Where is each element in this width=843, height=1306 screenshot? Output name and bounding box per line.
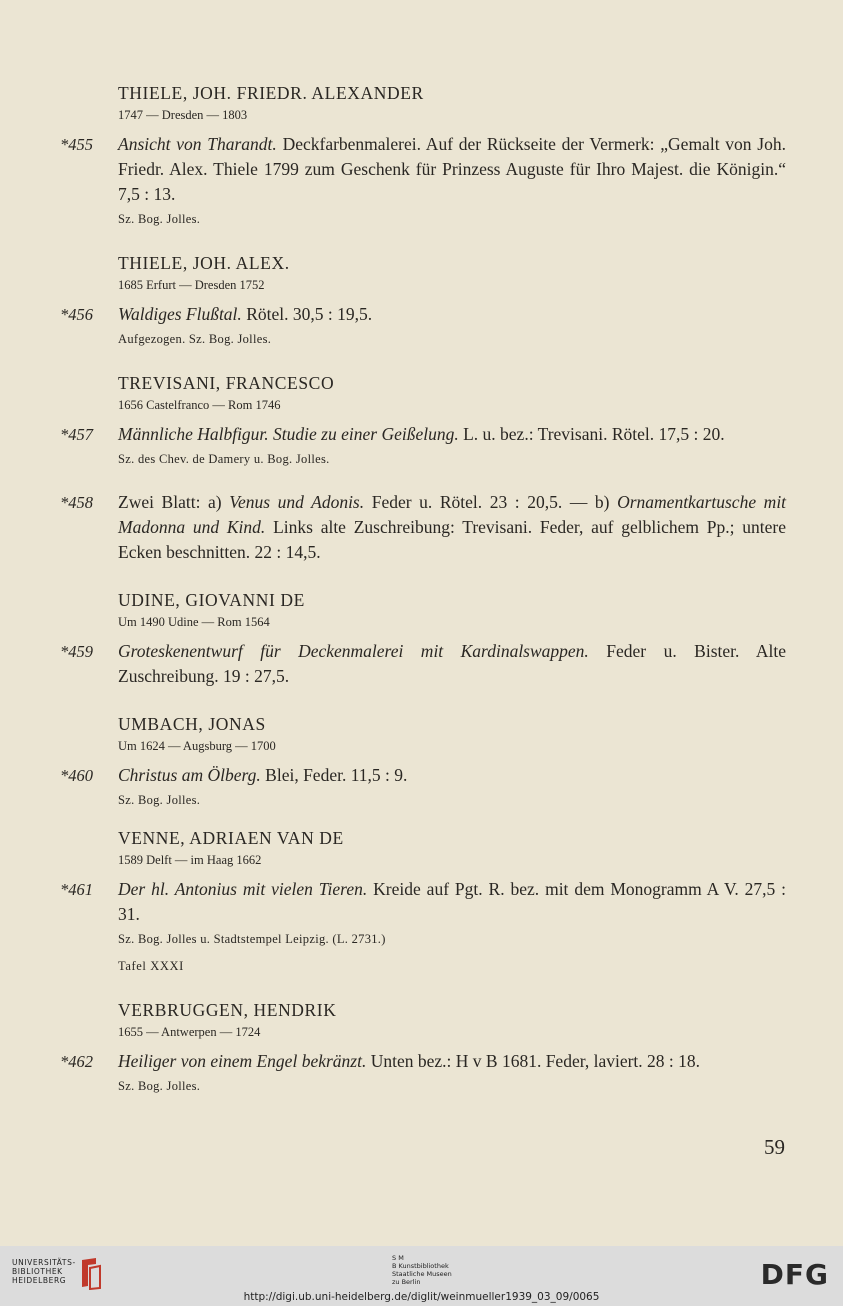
entry-description: Links alte Zuschreibung: Trevisani. Feder, auf gelblichem Pp.; untere Ecken beschnitten. 22 : 14,5. xyxy=(118,517,787,562)
entry-text xyxy=(118,639,786,689)
artist-name: VERBRUGGEN, HENDRIK xyxy=(118,1000,337,1020)
entry-text xyxy=(118,302,786,327)
entry-text xyxy=(118,1049,786,1074)
catalog-content xyxy=(60,82,786,1095)
entry-title: Christus am Ölberg. xyxy=(118,765,261,785)
logo-text: B Kunstbibliothek xyxy=(392,1262,449,1270)
entry-provenance: Sz. Bog. Jolles. xyxy=(118,1079,201,1093)
entry-title: Der hl. Antonius mit vielen Tieren. xyxy=(118,879,368,899)
entry-text xyxy=(118,763,786,788)
artist-header xyxy=(118,589,786,631)
entry-number: *459 xyxy=(60,642,93,661)
artist-header xyxy=(118,999,786,1041)
entry-provenance: Sz. des Chev. de Damery u. Bog. Jolles. xyxy=(118,452,330,466)
artist-name: THIELE, JOH. ALEX. xyxy=(118,253,290,273)
artist-dates: Um 1624 — Augsburg — 1700 xyxy=(118,739,276,753)
entry-description: L. u. bez.: Trevisani. Rötel. 17,5 : 20. xyxy=(463,424,725,444)
catalog-entry xyxy=(60,490,786,565)
entry-description: Feder u. Rötel. 23 : 20,5. — b) xyxy=(371,492,610,512)
entry-description: Deckfarbenmalerei. Auf der Rückseite der Vermerk: „Gemalt von Joh. Friedr. Alex. Thiele 1799 zum Geschenk für Prinzess Auguste für Ihro Majest. die Königin.“ 7,5 : 13. xyxy=(118,134,786,204)
artist-dates: 1655 — Antwerpen — 1724 xyxy=(118,1025,261,1039)
entry-provenance: Sz. Bog. Jolles. xyxy=(118,212,201,226)
entry-number: *461 xyxy=(60,880,93,899)
entry-title: Waldiges Flußtal. xyxy=(118,304,242,324)
entry-number: *455 xyxy=(60,135,93,154)
artist-dates: 1589 Delft — im Haag 1662 xyxy=(118,853,262,867)
entry-title: Venus und Adonis. xyxy=(229,492,365,512)
entry-title: Groteskenentwurf für Deckenmalerei mit Kardinalswappen. xyxy=(118,641,589,661)
entry-provenance: Sz. Bog. Jolles u. Stadtstempel Leipzig. (L. 2731.) xyxy=(118,932,386,946)
entry-title: Männliche Halbfigur. Studie zu einer Geißelung. xyxy=(118,424,459,444)
logo-text: S M xyxy=(392,1254,404,1262)
artist-name: VENNE, ADRIAEN VAN DE xyxy=(118,828,344,848)
entry-text xyxy=(118,422,786,447)
catalog-entry xyxy=(60,1049,786,1095)
artist-name: TREVISANI, FRANCESCO xyxy=(118,373,335,393)
entry-text xyxy=(118,490,786,565)
artist-name: UMBACH, JONAS xyxy=(118,714,266,734)
catalog-entry xyxy=(60,422,786,468)
entry-title: Ansicht von Tharandt. xyxy=(118,134,277,154)
entry-title: Heiliger von einem Engel bekränzt. xyxy=(118,1051,367,1071)
entry-number: *458 xyxy=(60,493,93,512)
entry-number: *460 xyxy=(60,766,93,785)
logo-text: Staatliche Museen xyxy=(392,1270,452,1278)
artist-dates: 1685 Erfurt — Dresden 1752 xyxy=(118,278,265,292)
artist-header xyxy=(118,372,786,414)
artist-name: UDINE, GIOVANNI DE xyxy=(118,590,305,610)
entry-text xyxy=(118,877,786,927)
kunstbibliothek-logo[interactable] xyxy=(392,1254,452,1286)
library-emblem-icon xyxy=(78,1256,104,1290)
entry-title-secondary: Ornamentkartusche mit Madonna und Kind. xyxy=(118,492,787,537)
dfg-logo[interactable]: DFG xyxy=(760,1258,829,1291)
entry-description: Rötel. 30,5 : 19,5. xyxy=(246,304,373,324)
catalog-entry xyxy=(60,877,786,975)
artist-dates: 1656 Castelfranco — Rom 1746 xyxy=(118,398,281,412)
logo-text: HEIDELBERG xyxy=(12,1276,67,1285)
artist-name: THIELE, JOH. FRIEDR. ALEXANDER xyxy=(118,83,424,103)
entry-description: Kreide auf Pgt. R. bez. mit dem Monogramm A V. 27,5 : 31. xyxy=(118,879,786,924)
artist-header xyxy=(118,713,786,755)
entry-text xyxy=(118,132,786,207)
page-number: 59 xyxy=(764,1135,785,1159)
artist-dates: Um 1490 Udine — Rom 1564 xyxy=(118,615,270,629)
plate-reference: Tafel XXXI xyxy=(118,959,184,973)
artist-header xyxy=(118,827,786,869)
entry-description: Feder u. Bister. Alte Zuschreibung. 19 : 27,5. xyxy=(118,641,786,686)
entry-provenance: Sz. Bog. Jolles. xyxy=(118,793,201,807)
logo-text: zu Berlin xyxy=(392,1278,421,1286)
entry-number: *457 xyxy=(60,425,93,444)
logo-text: BIBLIOTHEK xyxy=(12,1267,63,1276)
university-library-logo[interactable] xyxy=(12,1258,76,1285)
entry-number: *456 xyxy=(60,305,93,324)
artist-header xyxy=(118,252,786,294)
catalog-entry xyxy=(60,639,786,689)
artist-dates: 1747 — Dresden — 1803 xyxy=(118,108,248,122)
artist-header xyxy=(118,82,786,124)
source-url-link[interactable]: http://digi.ub.uni-heidelberg.de/diglit/weinmueller1939_03_09/0065 xyxy=(243,1291,600,1303)
entry-description: Unten bez.: H v B 1681. Feder, laviert. 28 : 18. xyxy=(370,1051,701,1071)
logo-text: UNIVERSITÄTS- xyxy=(12,1258,76,1267)
catalog-entry xyxy=(60,132,786,228)
entry-prefix: Zwei Blatt: a) xyxy=(118,492,222,512)
catalog-entry xyxy=(60,302,786,348)
entry-provenance: Aufgezogen. Sz. Bog. Jolles. xyxy=(118,332,272,346)
catalog-entry xyxy=(60,763,786,809)
entry-number: *462 xyxy=(60,1052,93,1071)
entry-description: Blei, Feder. 11,5 : 9. xyxy=(265,765,408,785)
